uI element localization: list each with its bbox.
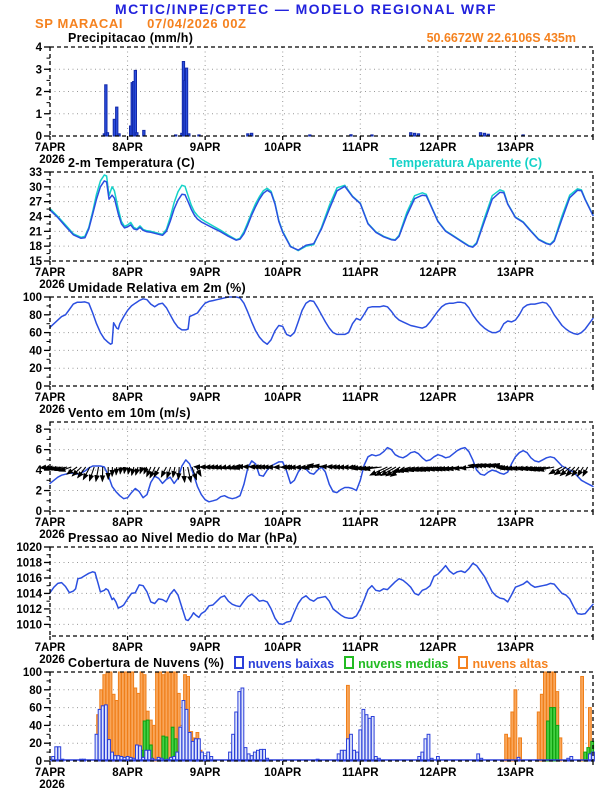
svg-text:100: 100	[22, 292, 42, 304]
svg-text:21: 21	[29, 226, 42, 239]
station-line	[35, 16, 247, 31]
svg-text:13APR: 13APR	[496, 142, 534, 154]
svg-text:0: 0	[35, 381, 42, 393]
legend-swatch-0	[234, 656, 244, 669]
svg-text:2: 2	[35, 485, 42, 498]
svg-text:9APR: 9APR	[189, 517, 221, 529]
svg-text:7APR: 7APR	[34, 517, 66, 529]
svg-text:12APR: 12APR	[419, 392, 457, 404]
svg-text:20: 20	[29, 738, 42, 751]
svg-text:10APR: 10APR	[264, 767, 302, 779]
svg-text:9APR: 9APR	[189, 267, 221, 279]
svg-text:10APR: 10APR	[264, 392, 302, 404]
svg-text:60: 60	[29, 702, 42, 715]
temperature-2m-plot	[29, 167, 593, 291]
svg-text:24: 24	[29, 211, 42, 224]
svg-text:1: 1	[35, 108, 42, 121]
legend-label-2: nuvens altas	[472, 657, 549, 671]
svg-text:11APR: 11APR	[342, 517, 379, 529]
svg-text:10APR: 10APR	[264, 642, 302, 654]
panel-title-temperature: 2-m Temperatura (C)	[68, 156, 196, 170]
cloud-cover-plot	[23, 667, 595, 791]
panel-title-pressure: Pressao ao Nivel Medio do Mar (hPa)	[68, 531, 298, 545]
legend-swatch-1	[344, 656, 354, 669]
svg-text:8APR: 8APR	[112, 767, 143, 779]
svg-text:13APR: 13APR	[496, 767, 534, 779]
svg-text:9APR: 9APR	[189, 642, 221, 654]
precipitation-plot	[35, 42, 593, 166]
svg-text:11APR: 11APR	[342, 267, 379, 279]
svg-text:1018: 1018	[16, 557, 42, 570]
relative-humidity-2m-plot	[23, 292, 593, 416]
svg-text:4: 4	[35, 465, 42, 478]
legend-item-mid-clouds	[344, 656, 448, 671]
svg-text:10APR: 10APR	[264, 267, 302, 279]
svg-text:2026: 2026	[39, 404, 65, 416]
svg-text:0: 0	[35, 506, 42, 518]
svg-text:9APR: 9APR	[189, 142, 221, 154]
svg-text:15: 15	[29, 256, 42, 268]
svg-text:11APR: 11APR	[342, 142, 379, 154]
panel-title-humidity: Umidade Relativa em 2m (%)	[68, 281, 246, 295]
svg-text:6: 6	[35, 444, 42, 457]
svg-text:18: 18	[29, 241, 42, 254]
svg-text:13APR: 13APR	[496, 517, 534, 529]
svg-text:2026: 2026	[39, 654, 65, 666]
svg-text:1012: 1012	[16, 603, 42, 616]
svg-text:8APR: 8APR	[112, 392, 143, 404]
svg-text:2026: 2026	[39, 529, 65, 541]
svg-text:20: 20	[29, 363, 42, 376]
svg-text:33: 33	[29, 167, 42, 179]
svg-text:2: 2	[35, 86, 42, 99]
svg-text:100: 100	[22, 667, 42, 679]
svg-text:40: 40	[29, 345, 42, 358]
wind-10m-plot	[35, 422, 593, 541]
svg-text:8: 8	[35, 424, 42, 437]
svg-text:1014: 1014	[16, 588, 42, 601]
svg-text:3: 3	[35, 64, 42, 77]
svg-text:13APR: 13APR	[496, 642, 534, 654]
svg-text:13APR: 13APR	[496, 267, 534, 279]
svg-text:12APR: 12APR	[419, 517, 457, 529]
svg-text:10APR: 10APR	[264, 517, 302, 529]
legend-item-high-clouds	[458, 656, 548, 671]
svg-text:2026: 2026	[39, 779, 65, 791]
legend-swatch-2	[458, 656, 468, 669]
svg-text:30: 30	[29, 181, 42, 194]
svg-text:27: 27	[29, 196, 42, 209]
svg-text:8APR: 8APR	[112, 267, 143, 279]
svg-text:0: 0	[35, 756, 42, 768]
svg-text:1016: 1016	[16, 572, 42, 585]
svg-text:7APR: 7APR	[34, 142, 66, 154]
svg-text:2026: 2026	[39, 154, 65, 166]
legend-label-0: nuvens baixas	[248, 657, 335, 671]
svg-text:11APR: 11APR	[342, 767, 379, 779]
app-title: MCTIC/INPE/CPTEC — MODELO REGIONAL WRF	[115, 1, 497, 17]
svg-text:7APR: 7APR	[34, 267, 66, 279]
svg-text:9APR: 9APR	[189, 767, 221, 779]
svg-text:13APR: 13APR	[496, 392, 534, 404]
svg-text:7APR: 7APR	[34, 767, 66, 779]
svg-text:1010: 1010	[16, 619, 42, 632]
svg-text:0: 0	[35, 131, 42, 143]
svg-text:7APR: 7APR	[34, 392, 66, 404]
svg-text:12APR: 12APR	[419, 142, 457, 154]
apparent-temperature-label: Temperatura Aparente (C)	[389, 156, 542, 170]
panel-title-precipitation: Precipitacao (mm/h)	[68, 31, 194, 45]
location-label: 50.6672W 22.6106S 435m	[426, 31, 576, 45]
legend-item-low-clouds	[234, 656, 334, 671]
svg-text:80: 80	[29, 684, 42, 697]
svg-text:7APR: 7APR	[34, 642, 66, 654]
svg-text:80: 80	[29, 309, 42, 322]
mslp-plot	[16, 542, 593, 666]
svg-text:4: 4	[35, 42, 42, 54]
svg-text:10APR: 10APR	[264, 142, 302, 154]
panel-title-wind: Vento em 10m (m/s)	[68, 406, 191, 420]
svg-text:40: 40	[29, 720, 42, 733]
svg-text:11APR: 11APR	[342, 642, 379, 654]
run-time-label: 07/04/2026 00Z	[147, 16, 247, 31]
cloud-legend	[234, 656, 548, 671]
svg-text:1020: 1020	[16, 542, 42, 554]
svg-text:12APR: 12APR	[419, 267, 457, 279]
svg-text:8APR: 8APR	[112, 642, 143, 654]
svg-text:9APR: 9APR	[189, 392, 221, 404]
svg-text:60: 60	[29, 327, 42, 340]
svg-text:11APR: 11APR	[342, 392, 379, 404]
station-label: SP MARACAI	[35, 16, 124, 31]
legend-label-1: nuvens medias	[358, 657, 449, 671]
panel-title-clouds: Cobertura de Nuvens (%)	[68, 656, 225, 670]
svg-text:8APR: 8APR	[112, 517, 143, 529]
svg-text:12APR: 12APR	[419, 642, 457, 654]
svg-text:8APR: 8APR	[112, 142, 143, 154]
svg-text:12APR: 12APR	[419, 767, 457, 779]
svg-text:2026: 2026	[39, 279, 65, 291]
